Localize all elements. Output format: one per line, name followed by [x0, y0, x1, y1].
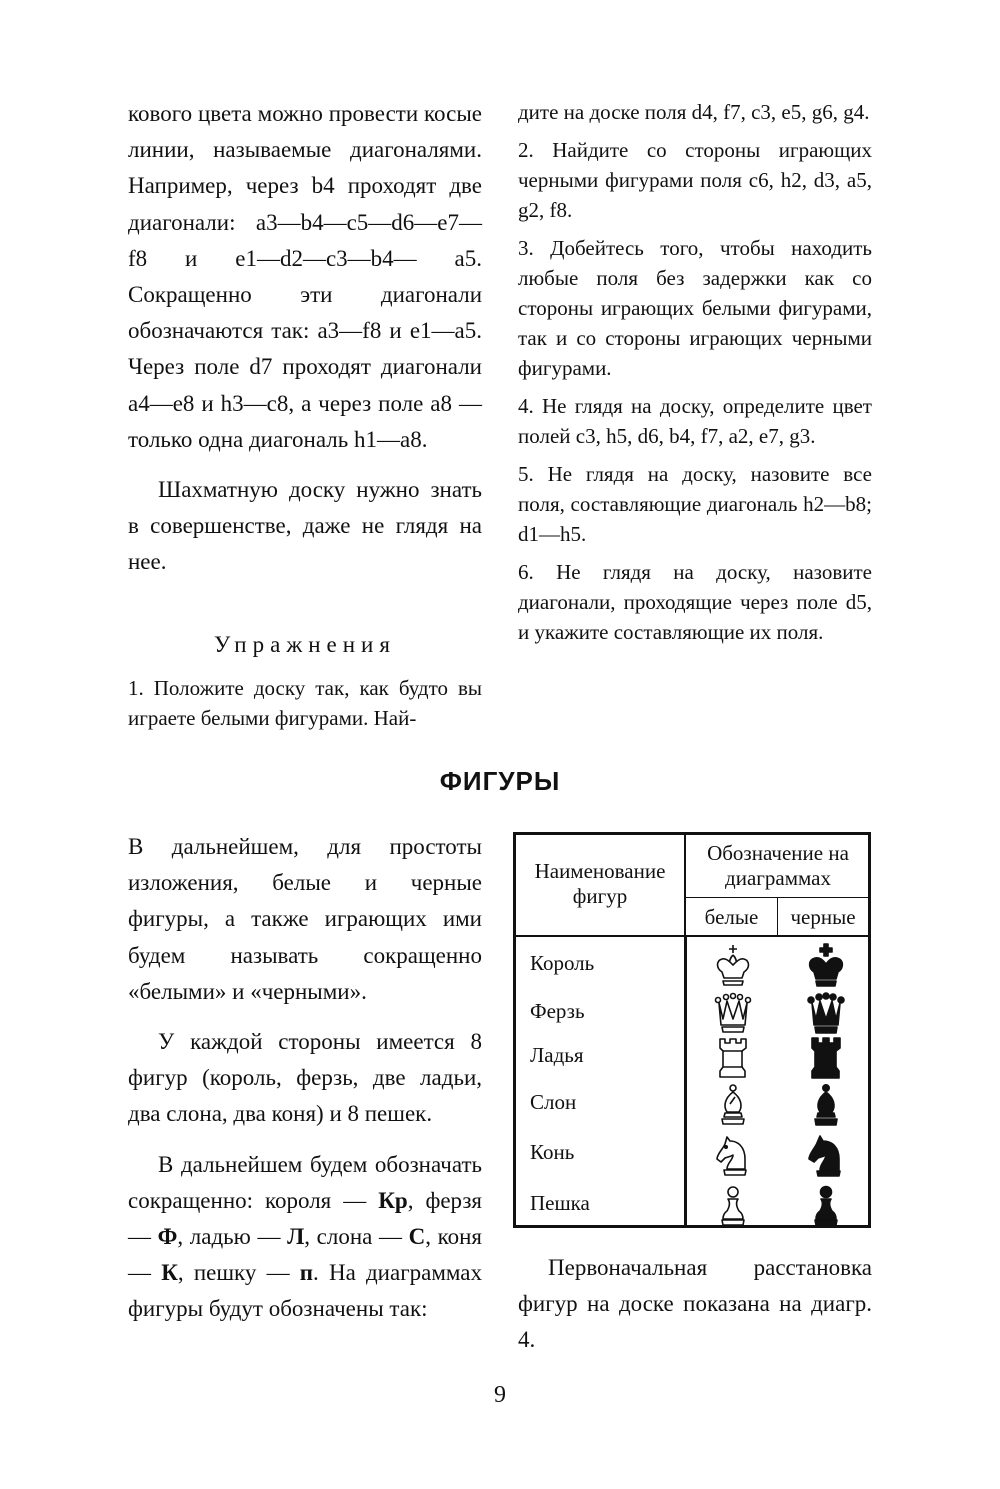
row-name-bishop: Слон	[530, 1090, 577, 1114]
text-part: , пешку —	[177, 1260, 300, 1286]
paragraph-initial-setup: Первоначальная расстановка фигур на доске показана на диагр. 4.	[518, 1255, 872, 1353]
row-name-pawn: Пешка	[530, 1191, 590, 1215]
abbr-pawn: п	[299, 1260, 314, 1286]
page-number: 9	[494, 1382, 506, 1408]
white-knight-icon	[713, 1133, 753, 1177]
text-part: , ферзя —	[128, 1187, 482, 1250]
header-black: черные	[790, 905, 856, 929]
abbr-bishop: С	[408, 1224, 426, 1250]
black-pawn-icon	[806, 1183, 846, 1227]
exercise-6: 6. Не глядя на доску, назовите диагонали, проходящие через поле d5, и укажите составляющие их поля.	[518, 560, 872, 644]
header-white: белые	[704, 905, 759, 929]
white-pawn-icon	[713, 1183, 753, 1227]
paragraph-abbreviations	[128, 1147, 482, 1328]
white-rook-icon	[713, 1035, 753, 1079]
black-king-icon	[806, 943, 846, 987]
white-queen-icon	[713, 991, 753, 1035]
black-queen-icon	[806, 991, 846, 1035]
row-name-queen: Ферзь	[530, 999, 585, 1023]
row-name-rook: Ладья	[530, 1043, 584, 1067]
exercise-1-continued: дите на доске поля d4, f7, c3, e5, g6, g4.	[518, 100, 870, 124]
left-column-top	[128, 96, 482, 733]
exercises-title: Упражнения	[214, 631, 396, 657]
black-knight-icon	[806, 1133, 846, 1177]
exercise-4: 4. Не глядя на доску, определите цвет полей c3, h5, d6, b4, f7, a2, e7, g3.	[518, 394, 872, 448]
left-column-bottom	[128, 829, 482, 1328]
table-divider	[516, 935, 868, 937]
section-heading: ФИГУРЫ	[439, 766, 561, 796]
white-bishop-icon	[713, 1083, 753, 1127]
exercise-2: 2. Найдите со стороны играющих черными фигурами поля c6, h2, d3, a5, g2, f8.	[518, 138, 872, 222]
abbr-knight: К	[161, 1260, 178, 1286]
text-part: , ладью —	[177, 1224, 288, 1250]
symbol-text-white-king	[516, 835, 517, 836]
abbr-queen: Ф	[157, 1224, 178, 1250]
paragraph-pieces-count: У каждой стороны имеется 8 фигур (король, ферзь, две ладьи, два слона, два коня) и 8 пешек.	[128, 1029, 482, 1127]
exercise-1: 1. Положите доску так, как будто вы играете белыми фигурами. Най-	[128, 675, 482, 730]
text-part: В дальнейшем будем обозначать сокращенно: короля —	[128, 1151, 482, 1213]
exercise-3: 3. Добейтесь того, чтобы находить любые поля без задержки как со стороны играющих белыми фигурами, так и со стороны играющих черными фигурами.	[518, 236, 872, 380]
text-part: , слона —	[304, 1224, 409, 1250]
black-rook-icon	[806, 1035, 846, 1079]
text-part: , коня —	[128, 1224, 483, 1286]
right-column-bottom	[518, 1250, 872, 1359]
table-divider	[684, 935, 687, 1225]
black-bishop-icon	[806, 1083, 846, 1127]
exercise-5: 5. Не глядя на доску, назовите все поля, составляющие диагональ h2—b8; d1—h5.	[518, 462, 872, 546]
header-notation: Обозначение на диаграммах	[707, 841, 849, 890]
paragraph-diagonals: кового цвета можно провести косые линии, называемые диагоналями. Например, через b4 проходят две диагонали: a3—b4—c5—d6—e7—f8 и e1—d2—c3—b4— a5. Сокращенно эти диагонали обозначаются так: a3—f8 и e1—a5. Через поле d7 проходят диагонали a4—e8 и h3—c8, а через поле a8 — только одна диагональ h1—a8.	[128, 101, 482, 452]
table-divider	[684, 897, 868, 898]
white-king-icon	[713, 943, 753, 987]
paragraph-know-board: Шахматную доску нужно знать в совершенстве, даже не глядя на нее.	[128, 477, 482, 575]
paragraph-abbreviation-intro: В дальнейшем, для простоты изложения, белые и черные фигуры, а также играющих ими будем называть сокращенно «белыми» и «черными».	[128, 834, 482, 1004]
abbr-rook: Л	[287, 1224, 305, 1250]
right-column-top	[518, 97, 872, 655]
abbr-king: Кр	[378, 1187, 408, 1213]
row-name-king: Король	[530, 951, 595, 975]
header-piece-name: Наименование фигур	[534, 859, 666, 908]
row-name-knight: Конь	[530, 1140, 575, 1164]
text-part: . На диаграммах фигуры будут обозначены так:	[128, 1260, 482, 1322]
pieces-table	[513, 832, 871, 1228]
